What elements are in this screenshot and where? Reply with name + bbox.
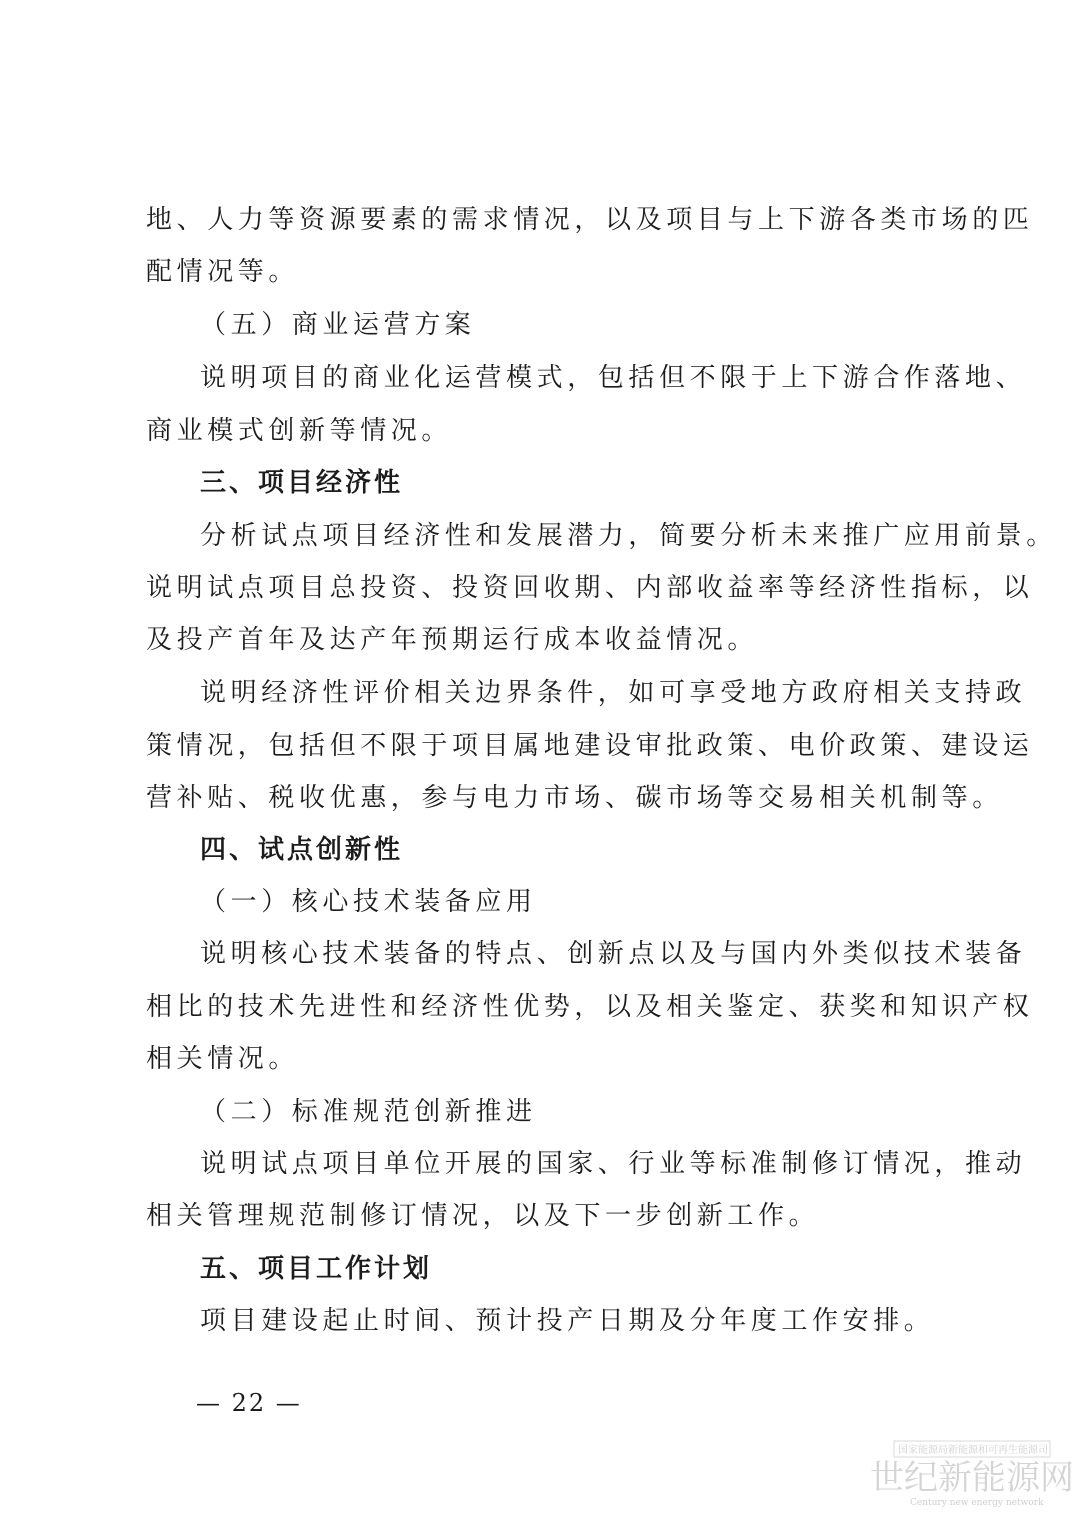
watermark-brand-en: Century new energy network [910, 1498, 1044, 1508]
paragraph-line: 说明试点项目单位开展的国家、行业等标准制修订情况，推动 [200, 1149, 1027, 1179]
paragraph-line: 说明项目的商业化运营模式，包括但不限于上下游合作落地、 [200, 363, 1027, 393]
paragraph-line: 配情况等。 [146, 257, 300, 287]
section-subheading: （五）商业运营方案 [200, 310, 476, 340]
paragraph-line: 说明试点项目总投资、投资回收期、内部收益率等经济性指标，以 [146, 573, 1034, 603]
paragraph-line: 说明经济性评价相关边界条件，如可享受地方政府相关支持政 [200, 678, 1027, 708]
section-heading: 四、试点创新性 [200, 835, 404, 865]
section-subheading: （一）核心技术装备应用 [200, 887, 537, 917]
watermark-logo [850, 1439, 1074, 1509]
paragraph-line: 策情况，包括但不限于项目属地建设审批政策、电价政策、建设运 [146, 731, 1034, 761]
paragraph-line: 营补贴、税收优惠，参与电力市场、碳市场等交易相关机制等。 [146, 783, 1003, 813]
paragraph-line: 说明核心技术装备的特点、创新点以及与国内外类似技术装备 [200, 939, 1027, 969]
paragraph-line: 相比的技术先进性和经济性优势，以及相关鉴定、获奖和知识产权 [146, 992, 1034, 1022]
watermark-brand: 世纪新能源网 [870, 1458, 1074, 1498]
watermark-caption: 国家能源局新能源和可再生能源司 [898, 1445, 1048, 1456]
paragraph-line: 项目建设起止时间、预计投产日期及分年度工作安排。 [200, 1306, 935, 1336]
paragraph-line: 商业模式创新等情况。 [146, 416, 453, 446]
paragraph-line: 地、人力等资源要素的需求情况，以及项目与上下游各类市场的匹 [146, 205, 1034, 235]
paragraph-line: 相关管理规范制修订情况，以及下一步创新工作。 [146, 1201, 820, 1231]
paragraph-line: 分析试点项目经济性和发展潜力，简要分析未来推广应用前景。 [200, 521, 1057, 551]
page-number: — 22 — [196, 1389, 302, 1417]
paragraph-line: 相关情况。 [146, 1044, 300, 1074]
section-heading: 三、项目经济性 [200, 468, 404, 498]
paragraph-line: 及投产首年及达产年预期运行成本收益情况。 [146, 625, 759, 655]
section-heading: 五、项目工作计划 [200, 1254, 433, 1284]
section-subheading: （二）标准规范创新推进 [200, 1097, 537, 1127]
